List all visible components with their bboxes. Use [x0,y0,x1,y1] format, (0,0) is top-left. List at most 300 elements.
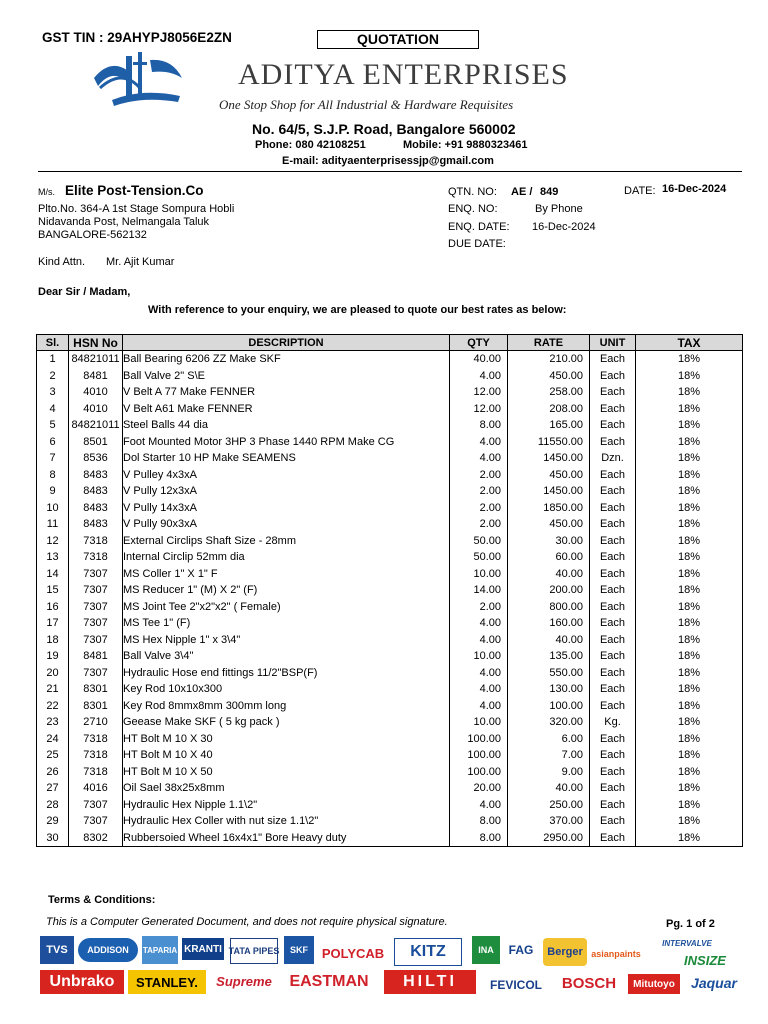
cell-description: V Pully 14x3xA [123,500,450,517]
cell-qty: 4.00 [450,434,508,451]
table-row [37,698,743,715]
cell-hsn: 7307 [69,813,123,830]
cell-rate: 250.00 [508,797,590,814]
cell-qty: 2.00 [450,500,508,517]
cell-hsn: 7318 [69,747,123,764]
cell-rate: 100.00 [508,698,590,715]
cell-hsn: 7307 [69,599,123,616]
cell-tax: 18% [636,681,743,698]
cell-qty: 8.00 [450,813,508,830]
cell-unit: Each [590,533,636,550]
brand-logo-insize: INSIZE [684,952,726,968]
cell-hsn: 7318 [69,731,123,748]
cell-unit: Each [590,764,636,781]
table-row [37,450,743,467]
cell-hsn: 8481 [69,368,123,385]
cell-qty: 100.00 [450,731,508,748]
brand-logo-unbrako: Unbrako [40,970,124,994]
cell-rate: 258.00 [508,384,590,401]
cell-hsn: 7307 [69,665,123,682]
cell-hsn: 8302 [69,830,123,847]
cell-sl: 25 [37,747,69,764]
cell-tax: 18% [636,830,743,847]
cell-description: Geease Make SKF ( 5 kg pack ) [123,714,450,731]
customer-address-line3: BANGALORE-562132 [38,229,147,241]
cell-unit: Each [590,780,636,797]
cell-rate: 30.00 [508,533,590,550]
cell-rate: 200.00 [508,582,590,599]
brand-logo-asianpaints: asianpaints [591,949,641,959]
cell-unit: Dzn. [590,450,636,467]
brand-logo-tvs: TVS [40,936,74,964]
cell-hsn: 4010 [69,401,123,418]
col-hsn: HSN No [69,335,123,351]
cell-tax: 18% [636,467,743,484]
cell-qty: 4.00 [450,797,508,814]
cell-unit: Each [590,599,636,616]
brand-logo-skf: SKF [284,936,314,964]
cell-sl: 9 [37,483,69,500]
cell-sl: 16 [37,599,69,616]
cell-tax: 18% [636,434,743,451]
cell-hsn: 7318 [69,764,123,781]
cell-qty: 40.00 [450,351,508,368]
cell-description: External Circlips Shaft Size - 28mm [123,533,450,550]
brand-logo-hilti: HILTI [384,970,476,994]
table-row [37,467,743,484]
cell-tax: 18% [636,698,743,715]
cell-unit: Each [590,566,636,583]
cell-description: Hydraulic Hose end fittings 11/2"BSP(F) [123,665,450,682]
cell-description: Internal Circlip 52mm dia [123,549,450,566]
col-qty: QTY [450,335,508,351]
cell-sl: 8 [37,467,69,484]
enq-no-label: ENQ. NO: [448,203,498,215]
cell-hsn: 8481 [69,648,123,665]
cell-sl: 5 [37,417,69,434]
cell-rate: 320.00 [508,714,590,731]
cell-qty: 10.00 [450,566,508,583]
cell-hsn: 8301 [69,681,123,698]
cell-qty: 2.00 [450,483,508,500]
table-row [37,747,743,764]
brand-logo-kranti: KRANTI [182,938,224,960]
cell-sl: 22 [37,698,69,715]
cell-rate: 40.00 [508,632,590,649]
cell-description: HT Bolt M 10 X 30 [123,731,450,748]
col-description: DESCRIPTION [123,335,450,351]
cell-unit: Each [590,747,636,764]
cell-sl: 6 [37,434,69,451]
cell-tax: 18% [636,417,743,434]
cell-description: V Belt A 77 Make FENNER [123,384,450,401]
table-row [37,483,743,500]
date-label: DATE: [624,185,656,197]
cell-description: Hydraulic Hex Nipple 1.1\2" [123,797,450,814]
cell-unit: Each [590,632,636,649]
brand-logo-ina: INA [472,936,500,964]
cell-unit: Each [590,516,636,533]
cell-sl: 18 [37,632,69,649]
table-row [37,351,743,368]
cell-sl: 14 [37,566,69,583]
cell-unit: Each [590,401,636,418]
cell-rate: 130.00 [508,681,590,698]
cell-qty: 4.00 [450,450,508,467]
cell-tax: 18% [636,813,743,830]
cell-sl: 21 [37,681,69,698]
cell-hsn: 8501 [69,434,123,451]
cell-sl: 1 [37,351,69,368]
cell-hsn: 7307 [69,566,123,583]
cell-sl: 7 [37,450,69,467]
cell-unit: Each [590,351,636,368]
cell-qty: 2.00 [450,516,508,533]
cell-qty: 4.00 [450,368,508,385]
cell-tax: 18% [636,632,743,649]
header-divider [38,171,742,172]
cell-hsn: 7307 [69,632,123,649]
table-row [37,665,743,682]
brand-logo-stanley: STANLEY. [128,970,206,994]
cell-hsn: 7307 [69,582,123,599]
cell-hsn: 8483 [69,467,123,484]
cell-hsn: 84821011 [69,351,123,368]
brand-logo-fevicol: FEVICOL [489,978,542,992]
brand-logo-bosch: BOSCH [561,974,617,992]
cell-sl: 13 [37,549,69,566]
brand-logo-berger: Berger [543,938,587,966]
cell-qty: 14.00 [450,582,508,599]
cell-tax: 18% [636,648,743,665]
cell-rate: 9.00 [508,764,590,781]
cell-rate: 2950.00 [508,830,590,847]
table-row [37,780,743,797]
cell-description: HT Bolt M 10 X 40 [123,747,450,764]
cell-description: Dol Starter 10 HP Make SEAMENS [123,450,450,467]
cell-tax: 18% [636,351,743,368]
brand-logo-kitz: KITZ [394,938,462,966]
company-tagline: One Stop Shop for All Industrial & Hardware Requisites [219,97,514,112]
table-row [37,500,743,517]
qtn-prefix: AE / [511,186,533,198]
enq-date: 16-Dec-2024 [532,221,596,233]
cell-unit: Each [590,500,636,517]
col-sl: Sl. [37,335,69,351]
cell-hsn: 4010 [69,384,123,401]
brand-logo-eastman: EASTMAN [289,973,369,990]
cell-tax: 18% [636,566,743,583]
table-row [37,516,743,533]
brand-logo-tata-pipes: TATA PIPES [230,938,278,964]
brand-logo-jaquar: Jaquar [691,975,737,991]
cell-sl: 29 [37,813,69,830]
qtn-number: 849 [540,186,559,198]
cell-rate: 1850.00 [508,500,590,517]
cell-qty: 2.00 [450,467,508,484]
col-unit: UNIT [590,335,636,351]
brand-logo-taparia: TAPARIA [142,936,178,964]
cell-qty: 50.00 [450,533,508,550]
table-header-row [37,335,743,351]
cell-rate: 40.00 [508,780,590,797]
cell-sl: 27 [37,780,69,797]
cell-description: Key Rod 8mmx8mm 300mm long [123,698,450,715]
cell-description: MS Joint Tee 2"x2"x2" ( Female) [123,599,450,616]
cell-sl: 15 [37,582,69,599]
cell-unit: Each [590,549,636,566]
attn-name: Mr. Ajit Kumar [106,256,175,268]
cell-sl: 4 [37,401,69,418]
cell-tax: 18% [636,384,743,401]
cell-sl: 11 [37,516,69,533]
cell-qty: 10.00 [450,648,508,665]
table-row [37,549,743,566]
cell-tax: 18% [636,401,743,418]
cell-rate: 6.00 [508,731,590,748]
cell-hsn: 84821011 [69,417,123,434]
table-row [37,434,743,451]
cell-sl: 26 [37,764,69,781]
cell-hsn: 2710 [69,714,123,731]
cell-sl: 30 [37,830,69,847]
cell-qty: 2.00 [450,599,508,616]
cell-description: MS Reducer 1" (M) X 2" (F) [123,582,450,599]
cell-description: Rubbersoied Wheel 16x4x1" Bore Heavy duty [123,830,450,847]
cell-sl: 17 [37,615,69,632]
cell-unit: Each [590,731,636,748]
cell-unit: Each [590,582,636,599]
cell-tax: 18% [636,764,743,781]
gst-number: GST TIN : 29AHYPJ8056E2ZN [42,30,232,45]
document-type: QUOTATION [317,30,479,49]
cell-description: Foot Mounted Motor 3HP 3 Phase 1440 RPM Make CG [123,434,450,451]
table-row [37,797,743,814]
cell-qty: 4.00 [450,632,508,649]
cell-qty: 20.00 [450,780,508,797]
cell-rate: 450.00 [508,516,590,533]
table-row [37,417,743,434]
page-number: Pg. 1 of 2 [666,918,715,930]
brand-logo-addison: ADDISON [78,938,138,962]
cell-rate: 550.00 [508,665,590,682]
cell-rate: 208.00 [508,401,590,418]
cell-qty: 4.00 [450,615,508,632]
table-row [37,615,743,632]
cell-sl: 2 [37,368,69,385]
cell-qty: 50.00 [450,549,508,566]
cell-hsn: 8483 [69,500,123,517]
cell-tax: 18% [636,483,743,500]
cell-unit: Each [590,813,636,830]
cell-description: Ball Valve 3\4" [123,648,450,665]
cell-tax: 18% [636,780,743,797]
cell-tax: 18% [636,582,743,599]
cell-sl: 23 [37,714,69,731]
cell-sl: 19 [37,648,69,665]
cell-tax: 18% [636,549,743,566]
cell-qty: 12.00 [450,401,508,418]
table-row [37,599,743,616]
brand-logo-intervalve: INTERVALVE [662,938,712,948]
brand-logo-mitutoyo: Mitutoyo [628,974,680,994]
cell-hsn: 7318 [69,533,123,550]
attn-label: Kind Attn. [38,256,86,268]
cell-rate: 210.00 [508,351,590,368]
cell-tax: 18% [636,599,743,616]
cell-rate: 370.00 [508,813,590,830]
cell-sl: 28 [37,797,69,814]
cell-description: V Pulley 4x3xA [123,467,450,484]
table-row [37,401,743,418]
cell-description: HT Bolt M 10 X 50 [123,764,450,781]
table-row [37,533,743,550]
cell-description: MS Tee 1" (F) [123,615,450,632]
cell-sl: 3 [37,384,69,401]
cell-rate: 800.00 [508,599,590,616]
cell-tax: 18% [636,747,743,764]
cell-sl: 20 [37,665,69,682]
customer-name: Elite Post-Tension.Co [65,183,204,198]
cell-tax: 18% [636,516,743,533]
cell-unit: Each [590,615,636,632]
cell-sl: 12 [37,533,69,550]
customer-prefix: M/s. [38,187,55,197]
cell-description: V Belt A61 Make FENNER [123,401,450,418]
cell-sl: 24 [37,731,69,748]
cell-rate: 450.00 [508,368,590,385]
customer-address-line1: Plto.No. 364-A 1st Stage Sompura Hobli [38,203,235,215]
enq-no: By Phone [535,203,583,215]
cell-description: MS Hex Nipple 1" x 3\4" [123,632,450,649]
table-row [37,648,743,665]
cell-tax: 18% [636,450,743,467]
cell-unit: Each [590,797,636,814]
cell-rate: 450.00 [508,467,590,484]
greeting: Dear Sir / Madam, [38,286,131,298]
table-row [37,632,743,649]
enq-date-label: ENQ. DATE: [448,221,510,233]
cell-rate: 160.00 [508,615,590,632]
col-tax: TAX [636,335,743,351]
terms-heading: Terms & Conditions: [48,894,156,906]
cell-unit: Each [590,681,636,698]
footer-note: This is a Computer Generated Document, and does not require physical signature. [46,916,448,928]
table-row [37,714,743,731]
cell-hsn: 7307 [69,615,123,632]
cell-qty: 10.00 [450,714,508,731]
cell-qty: 12.00 [450,384,508,401]
cell-qty: 100.00 [450,747,508,764]
col-rate: RATE [508,335,590,351]
cell-description: Hydraulic Hex Coller with nut size 1.1\2" [123,813,450,830]
company-email: E-mail: adityaenterprisessjp@gmail.com [282,155,494,167]
cell-unit: Each [590,648,636,665]
cell-tax: 18% [636,665,743,682]
table-row [37,582,743,599]
cell-hsn: 8536 [69,450,123,467]
cell-unit: Each [590,467,636,484]
cell-hsn: 8483 [69,516,123,533]
table-row [37,764,743,781]
cell-rate: 165.00 [508,417,590,434]
cell-tax: 18% [636,731,743,748]
table-row [37,384,743,401]
company-mobile: Mobile: +91 9880323461 [403,139,528,151]
items-table [36,334,743,847]
cell-rate: 11550.00 [508,434,590,451]
table-row [37,566,743,583]
table-row [37,368,743,385]
cell-qty: 4.00 [450,681,508,698]
cell-rate: 135.00 [508,648,590,665]
cell-unit: Each [590,830,636,847]
brand-logo-fag: FAG [508,943,534,957]
customer-address-line2: Nidavanda Post, Nelmangala Taluk [38,216,210,228]
cell-tax: 18% [636,500,743,517]
cell-tax: 18% [636,797,743,814]
table-row [37,731,743,748]
cell-rate: 40.00 [508,566,590,583]
qtn-label: QTN. NO: [448,186,497,198]
cell-tax: 18% [636,714,743,731]
cell-qty: 8.00 [450,830,508,847]
cell-description: Ball Valve 2" S\E [123,368,450,385]
table-row [37,830,743,847]
cell-tax: 18% [636,368,743,385]
cell-description: V Pully 12x3xA [123,483,450,500]
cell-hsn: 7318 [69,549,123,566]
cell-hsn: 7307 [69,797,123,814]
cell-sl: 10 [37,500,69,517]
quote-date: 16-Dec-2024 [662,183,727,195]
cell-unit: Each [590,483,636,500]
brand-logo-supreme: Supreme [216,973,272,989]
cell-tax: 18% [636,615,743,632]
cell-qty: 4.00 [450,665,508,682]
cell-rate: 1450.00 [508,483,590,500]
company-name: ADITYA ENTERPRISES [238,58,569,91]
cell-rate: 7.00 [508,747,590,764]
cell-unit: Each [590,417,636,434]
cell-hsn: 8483 [69,483,123,500]
brand-logo-polycab: POLYCAB [321,945,385,961]
cell-description: MS Coller 1" X 1" F [123,566,450,583]
cell-qty: 4.00 [450,698,508,715]
cell-unit: Each [590,698,636,715]
cell-unit: Kg. [590,714,636,731]
cell-qty: 8.00 [450,417,508,434]
company-logo [92,48,188,112]
company-phone: Phone: 080 42108251 [255,139,366,151]
cell-rate: 60.00 [508,549,590,566]
intro-text: With reference to your enquiry, we are pleased to quote our best rates as below: [148,304,567,316]
cell-description: Key Rod 10x10x300 [123,681,450,698]
due-date-label: DUE DATE: [448,238,506,250]
cell-hsn: 4016 [69,780,123,797]
cell-unit: Each [590,434,636,451]
cell-qty: 100.00 [450,764,508,781]
company-address: No. 64/5, S.J.P. Road, Bangalore 560002 [252,121,516,137]
cell-unit: Each [590,384,636,401]
cell-tax: 18% [636,533,743,550]
table-row [37,813,743,830]
cell-description: Oil Sael 38x25x8mm [123,780,450,797]
cell-description: Ball Bearing 6206 ZZ Make SKF [123,351,450,368]
cell-rate: 1450.00 [508,450,590,467]
cell-hsn: 8301 [69,698,123,715]
cell-description: V Pully 90x3xA [123,516,450,533]
